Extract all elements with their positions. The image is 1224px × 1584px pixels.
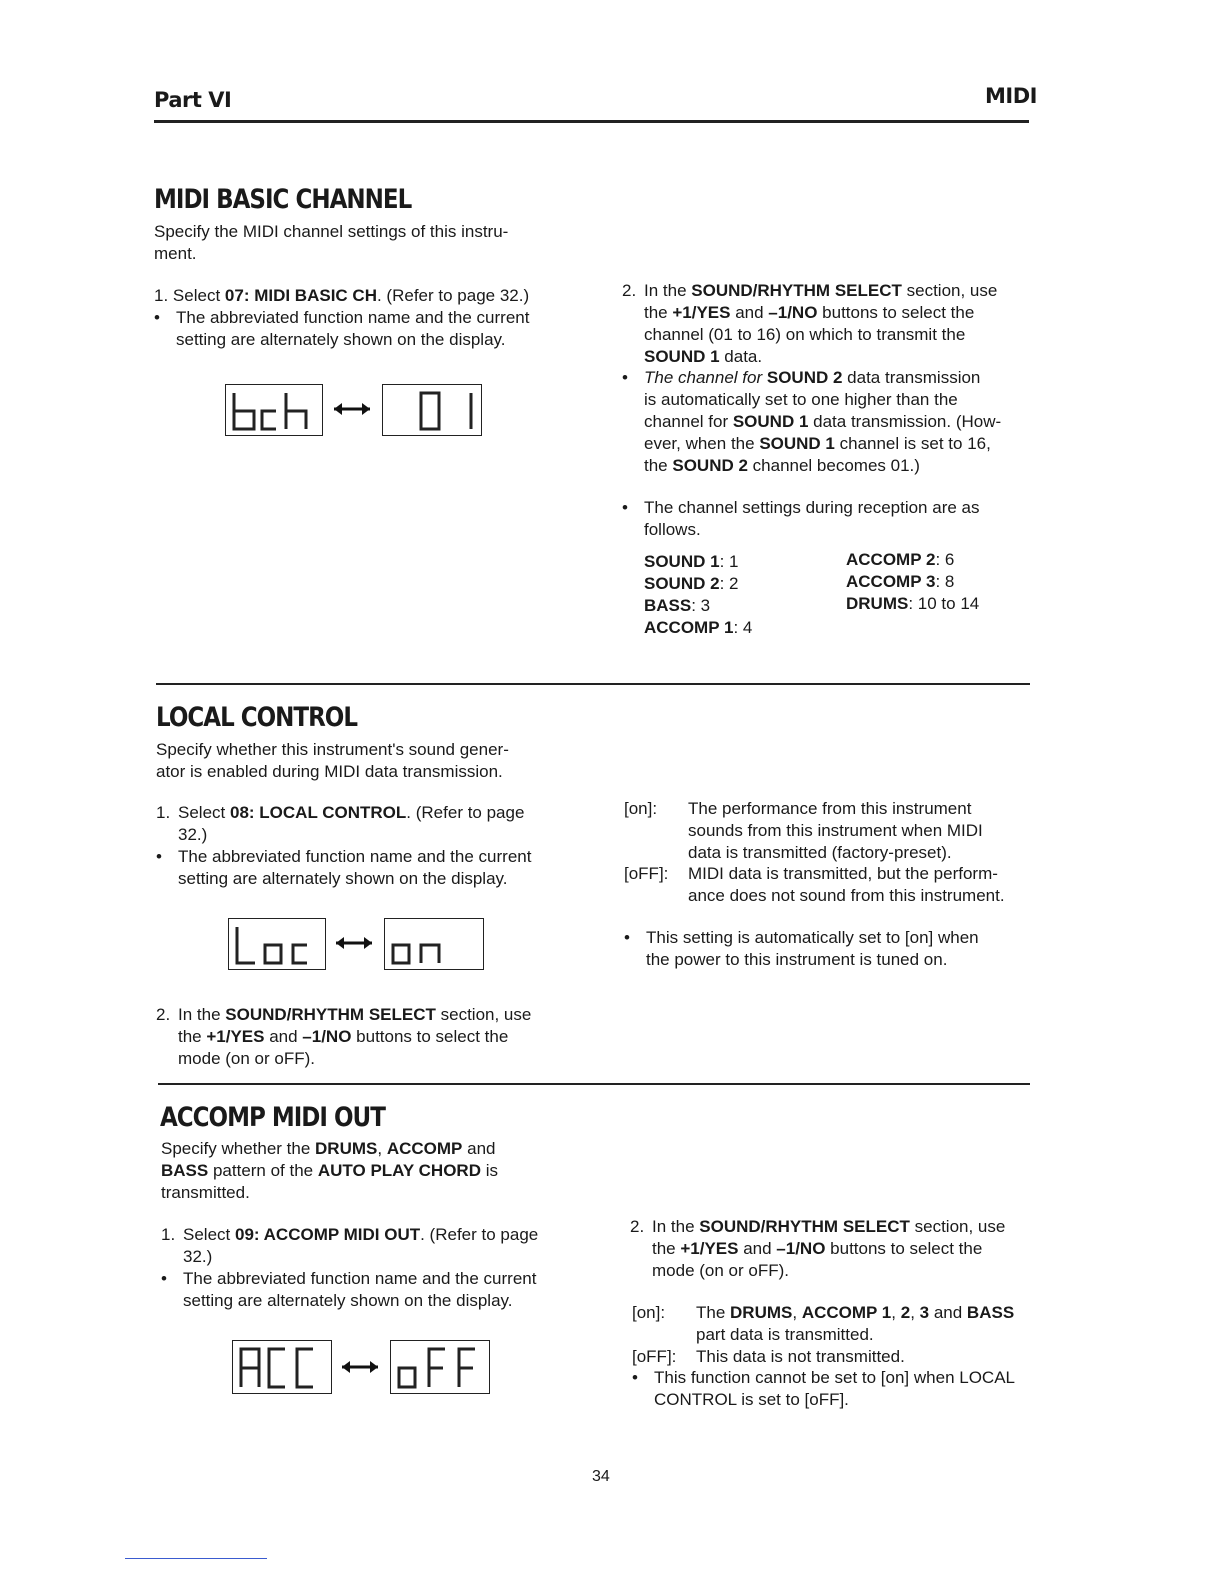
accomp-midi-out-step1: 1. Select 09: ACCOMP MIDI OUT. (Refer to page 32.): [161, 1225, 539, 1266]
accomp-midi-out-intro: Specify whether the DRUMS, ACCOMP and BASS pattern of the AUTO PLAY CHORD is transmitted.: [161, 1139, 498, 1202]
lcd-display-loc: [228, 918, 326, 970]
lcd-display-on: [384, 918, 484, 970]
reception-item: BASS: 3: [644, 596, 711, 615]
basic-channel-step1: 1. Select 07: MIDI BASIC CH. (Refer to page 32.): [154, 286, 530, 305]
page-number: 34: [592, 1468, 610, 1485]
local-control-bullet1: • The abbreviated function name and the current setting are alternately shown on the display.: [156, 847, 532, 888]
alternate-arrow-icon: [340, 1360, 380, 1374]
footnote-rule: [125, 1558, 267, 1559]
part-label: Part VI: [154, 88, 232, 112]
reception-item: SOUND 1: 1: [644, 552, 739, 571]
section-title-basic-channel: MIDI BASIC CHANNEL: [154, 185, 412, 215]
section-title-accomp-midi-out: ACCOMP MIDI OUT: [160, 1103, 385, 1133]
local-control-step2: 2. In the SOUND/RHYTHM SELECT section, use the +1/YES and –1/NO buttons to select the mode (on or oFF).: [156, 1005, 532, 1068]
local-control-intro: Specify whether this instrument's sound gener- ator is enabled during MIDI data transmission.: [156, 740, 509, 781]
section-divider: [158, 1083, 1030, 1085]
header-rule: [154, 120, 1029, 123]
reception-item: ACCOMP 2: 6: [846, 550, 955, 569]
accomp-midi-out-step2: 2. In the SOUND/RHYTHM SELECT section, use the +1/YES and –1/NO buttons to select the mode (on or oFF).: [630, 1217, 1006, 1280]
reception-item: ACCOMP 1: 4: [644, 618, 753, 637]
local-control-option-off: [oFF]: MIDI data is transmitted, but the perform- ance does not sound from this instrument.: [624, 864, 1005, 905]
reception-item: ACCOMP 3: 8: [846, 572, 955, 591]
local-control-step1: 1. Select 08: LOCAL CONTROL. (Refer to page 32.): [156, 803, 525, 844]
section-title-local-control: LOCAL CONTROL: [156, 703, 358, 733]
section-divider: [156, 683, 1030, 685]
lcd-display-bch: [225, 384, 323, 436]
basic-channel-bullet1: • The abbreviated function name and the current setting are alternately shown on the display.: [154, 308, 530, 349]
local-control-option-on: [on]: The performance from this instrument sounds from this instrument when MIDI data is transmitted (factory-preset).: [624, 799, 983, 862]
accomp-midi-out-option-on: [on]: The DRUMS, ACCOMP 1, 2, 3 and BASS part data is transmitted.: [632, 1303, 1015, 1344]
accomp-midi-out-bullet1: • The abbreviated function name and the current setting are alternately shown on the display.: [161, 1269, 537, 1310]
local-control-bullet2: • This setting is automatically set to [on] when the power to this instrument is tuned on.: [624, 928, 979, 969]
reception-item: SOUND 2: 2: [644, 574, 739, 593]
accomp-midi-out-bullet2: • This function cannot be set to [on] when LOCAL CONTROL is set to [oFF].: [632, 1368, 1015, 1409]
alternate-arrow-icon: [332, 402, 372, 416]
lcd-display-acc: [232, 1340, 332, 1394]
lcd-display-01: [382, 384, 482, 436]
alternate-arrow-icon: [334, 936, 374, 950]
accomp-midi-out-option-off: [oFF]: This data is not transmitted.: [632, 1347, 905, 1366]
reception-item: DRUMS: 10 to 14: [846, 594, 980, 613]
basic-channel-bullet2: • The channel for SOUND 2 data transmission is automatically set to one higher than the channel for SOUND 1 data transmission. (How- ever, when the SOUND 1 channel is set to 16, the SOUND 2 channel becomes 01.): [622, 368, 1002, 475]
section-label: MIDI: [985, 84, 1037, 108]
lcd-display-off: [390, 1340, 490, 1394]
basic-channel-intro: Specify the MIDI channel settings of this instru- ment.: [154, 222, 509, 263]
basic-channel-bullet3: • The channel settings during reception are as follows.: [622, 498, 980, 539]
basic-channel-step2: 2. In the SOUND/RHYTHM SELECT section, use the +1/YES and –1/NO buttons to select the channel (01 to 16) on which to transmit the SOUND 1 data.: [622, 281, 998, 366]
